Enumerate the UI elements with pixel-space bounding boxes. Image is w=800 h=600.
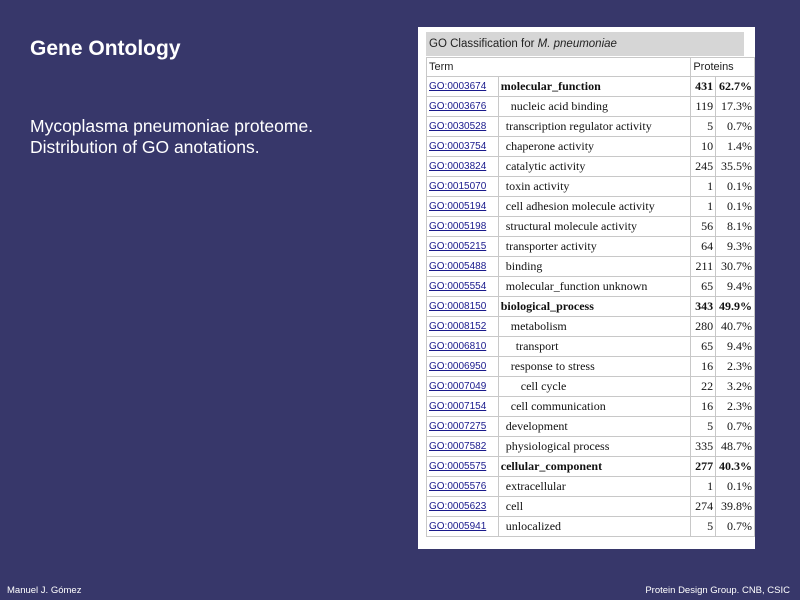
protein-count: 5 xyxy=(691,417,716,437)
table-row xyxy=(427,497,755,517)
table-row xyxy=(427,337,755,357)
protein-percent: 48.7% xyxy=(716,437,755,457)
protein-percent: 39.8% xyxy=(716,497,755,517)
protein-percent: 0.7% xyxy=(716,517,755,537)
protein-count: 22 xyxy=(691,377,716,397)
go-id-link[interactable]: GO:0007154 xyxy=(427,397,499,417)
go-term: cell communication xyxy=(498,397,691,417)
go-id-link[interactable]: GO:0015070 xyxy=(427,177,499,197)
protein-count: 274 xyxy=(691,497,716,517)
footer-author: Manuel J. Gómez xyxy=(7,585,82,596)
table-row xyxy=(427,517,755,537)
protein-percent: 9.4% xyxy=(716,337,755,357)
go-term: physiological process xyxy=(498,437,691,457)
protein-count: 64 xyxy=(691,237,716,257)
table-row xyxy=(427,357,755,377)
slide-subtitle xyxy=(30,116,313,158)
table-row xyxy=(427,317,755,337)
go-term: extracellular xyxy=(498,477,691,497)
go-term: cell adhesion molecule activity xyxy=(498,197,691,217)
footer-affiliation: Protein Design Group. CNB, CSIC xyxy=(645,585,790,596)
go-term: toxin activity xyxy=(498,177,691,197)
protein-percent: 9.4% xyxy=(716,277,755,297)
go-id-link[interactable]: GO:0005576 xyxy=(427,477,499,497)
protein-count: 211 xyxy=(691,257,716,277)
go-id-link[interactable]: GO:0005575 xyxy=(427,457,499,477)
protein-percent: 35.5% xyxy=(716,157,755,177)
go-term: transport xyxy=(498,337,691,357)
protein-count: 119 xyxy=(691,97,716,117)
protein-count: 56 xyxy=(691,217,716,237)
protein-percent: 0.7% xyxy=(716,117,755,137)
go-id-link[interactable]: GO:0003674 xyxy=(427,77,499,97)
go-id-link[interactable]: GO:0007275 xyxy=(427,417,499,437)
table-row xyxy=(427,377,755,397)
subtitle-line-1: Mycoplasma pneumoniae proteome. xyxy=(30,116,314,136)
go-id-link[interactable]: GO:0005198 xyxy=(427,217,499,237)
go-id-link[interactable]: GO:0008150 xyxy=(427,297,499,317)
go-id-link[interactable]: GO:0003754 xyxy=(427,137,499,157)
go-id-link[interactable]: GO:0005623 xyxy=(427,497,499,517)
protein-percent: 1.4% xyxy=(716,137,755,157)
protein-count: 343 xyxy=(691,297,716,317)
protein-count: 5 xyxy=(691,117,716,137)
go-id-link[interactable]: GO:0008152 xyxy=(427,317,499,337)
protein-percent: 0.1% xyxy=(716,177,755,197)
go-id-link[interactable]: GO:0005941 xyxy=(427,517,499,537)
table-row xyxy=(427,77,755,97)
table-row xyxy=(427,397,755,417)
protein-count: 10 xyxy=(691,137,716,157)
table-row xyxy=(427,237,755,257)
table-row xyxy=(427,157,755,177)
protein-percent: 3.2% xyxy=(716,377,755,397)
go-term: development xyxy=(498,417,691,437)
go-term: catalytic activity xyxy=(498,157,691,177)
protein-percent: 0.7% xyxy=(716,417,755,437)
go-term: biological_process xyxy=(498,297,691,317)
protein-count: 65 xyxy=(691,337,716,357)
protein-percent: 49.9% xyxy=(716,297,755,317)
go-term: chaperone activity xyxy=(498,137,691,157)
go-id-link[interactable]: GO:0003824 xyxy=(427,157,499,177)
go-id-link[interactable]: GO:0007582 xyxy=(427,437,499,457)
protein-count: 16 xyxy=(691,357,716,377)
go-id-link[interactable]: GO:0007049 xyxy=(427,377,499,397)
protein-count: 335 xyxy=(691,437,716,457)
go-id-link[interactable]: GO:0006950 xyxy=(427,357,499,377)
table-row xyxy=(427,97,755,117)
go-term: cell xyxy=(498,497,691,517)
go-id-link[interactable]: GO:0005488 xyxy=(427,257,499,277)
protein-percent: 2.3% xyxy=(716,357,755,377)
protein-count: 431 xyxy=(691,77,716,97)
go-term: structural molecule activity xyxy=(498,217,691,237)
protein-count: 280 xyxy=(691,317,716,337)
go-term: molecular_function unknown xyxy=(498,277,691,297)
protein-percent: 62.7% xyxy=(716,77,755,97)
subtitle-line-2: Distribution of GO anotations. xyxy=(30,137,260,157)
protein-percent: 40.7% xyxy=(716,317,755,337)
protein-count: 1 xyxy=(691,177,716,197)
go-term: transcription regulator activity xyxy=(498,117,691,137)
panel-heading xyxy=(426,32,744,56)
go-classification-panel xyxy=(418,27,755,549)
table-row xyxy=(427,477,755,497)
protein-count: 5 xyxy=(691,517,716,537)
table-row xyxy=(427,137,755,157)
protein-count: 16 xyxy=(691,397,716,417)
protein-count: 245 xyxy=(691,157,716,177)
protein-percent: 2.3% xyxy=(716,397,755,417)
protein-count: 1 xyxy=(691,197,716,217)
panel-heading-prefix: GO Classification for xyxy=(429,38,535,50)
table-row xyxy=(427,177,755,197)
go-table xyxy=(426,57,755,537)
go-id-link[interactable]: GO:0005215 xyxy=(427,237,499,257)
go-id-link[interactable]: GO:0005554 xyxy=(427,277,499,297)
table-row xyxy=(427,437,755,457)
go-term: unlocalized xyxy=(498,517,691,537)
go-id-link[interactable]: GO:0006810 xyxy=(427,337,499,357)
protein-percent: 30.7% xyxy=(716,257,755,277)
protein-count: 65 xyxy=(691,277,716,297)
table-row xyxy=(427,257,755,277)
protein-count: 1 xyxy=(691,477,716,497)
protein-percent: 17.3% xyxy=(716,97,755,117)
protein-percent: 0.1% xyxy=(716,197,755,217)
protein-count: 277 xyxy=(691,457,716,477)
protein-percent: 0.1% xyxy=(716,477,755,497)
table-header-row xyxy=(427,58,755,77)
table-row xyxy=(427,457,755,477)
go-id-link[interactable]: GO:0030528 xyxy=(427,117,499,137)
go-term: metabolism xyxy=(498,317,691,337)
panel-heading-organism: M. pneumoniae xyxy=(537,38,617,50)
table-row xyxy=(427,297,755,317)
go-term: transporter activity xyxy=(498,237,691,257)
protein-percent: 8.1% xyxy=(716,217,755,237)
protein-percent: 40.3% xyxy=(716,457,755,477)
go-id-link[interactable]: GO:0003676 xyxy=(427,97,499,117)
table-row xyxy=(427,417,755,437)
slide-title: Gene Ontology xyxy=(30,37,181,60)
table-row xyxy=(427,117,755,137)
column-header-term: Term xyxy=(427,58,691,77)
column-header-proteins: Proteins xyxy=(691,58,755,77)
table-row xyxy=(427,197,755,217)
go-term: cell cycle xyxy=(498,377,691,397)
go-term: nucleic acid binding xyxy=(498,97,691,117)
protein-percent: 9.3% xyxy=(716,237,755,257)
go-term: molecular_function xyxy=(498,77,691,97)
go-term: cellular_component xyxy=(498,457,691,477)
go-id-link[interactable]: GO:0005194 xyxy=(427,197,499,217)
table-row xyxy=(427,277,755,297)
table-row xyxy=(427,217,755,237)
go-term: response to stress xyxy=(498,357,691,377)
go-term: binding xyxy=(498,257,691,277)
